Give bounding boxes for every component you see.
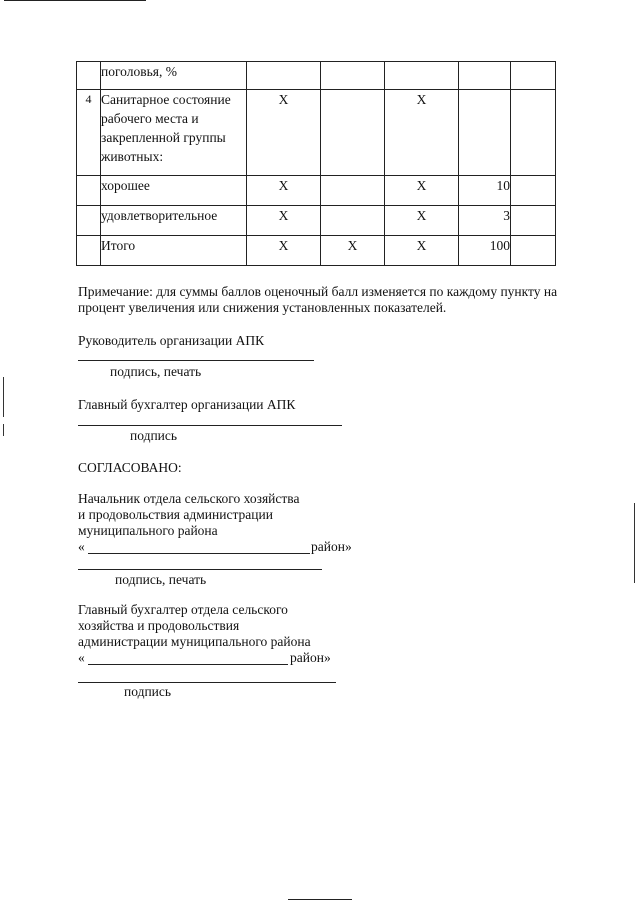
mark-cell: Х (385, 236, 459, 266)
row-number-cell (77, 62, 101, 90)
indicator-name-line: рабочего места и (101, 111, 199, 126)
points-cell (459, 62, 511, 90)
indicator-name-line: поголовья, % (101, 64, 177, 79)
table-row (77, 236, 556, 266)
mark-cell: Х (321, 236, 385, 266)
agri-head-caption: подпись, печать (115, 572, 207, 587)
agri-accountant-district-close: район» (290, 650, 331, 665)
table-row (77, 62, 556, 90)
mark-cell (321, 176, 385, 206)
bottom-edge-line (288, 899, 352, 900)
indicator-name-cell (101, 62, 247, 90)
agri-head-district-blank[interactable] (88, 553, 310, 554)
agri-accountant-signature-line[interactable] (78, 682, 336, 683)
agri-head-district-close: район» (311, 539, 352, 554)
agri-head-line-2: и продовольствия администрации (78, 507, 273, 522)
head-org-title: Руководитель организации АПК (78, 333, 265, 348)
table-row (77, 90, 556, 176)
agri-head-line-1: Начальник отдела сельского хозяйства (78, 491, 300, 506)
row-number-cell: 4 (77, 90, 101, 176)
row-number-cell (77, 176, 101, 206)
mark-cell (321, 90, 385, 176)
agri-accountant-district-open: « (78, 650, 85, 665)
mark-cell (511, 206, 556, 236)
points-cell: 3 (459, 206, 511, 236)
mark-cell (511, 62, 556, 90)
agri-accountant-caption: подпись (124, 684, 172, 699)
mark-cell (321, 62, 385, 90)
mark-cell: Х (247, 236, 321, 266)
chief-accountant-org-title: Главный бухгалтер организации АПК (78, 397, 296, 412)
agri-accountant-line-1: Главный бухгалтер отдела сельского (78, 602, 288, 617)
note-line-2: процент увеличения или снижения установленных показателей. (78, 300, 447, 315)
chief-accountant-org-caption: подпись (130, 428, 178, 443)
indicator-name-line: хорошее (101, 178, 150, 193)
head-org-caption: подпись, печать (110, 364, 202, 379)
mark-cell (247, 62, 321, 90)
mark-cell: Х (385, 206, 459, 236)
mark-cell: Х (247, 90, 321, 176)
indicator-name-cell (101, 90, 247, 176)
chief-accountant-org-signature-line[interactable] (78, 425, 342, 426)
indicator-name-line: Итого (101, 238, 136, 253)
agri-head-signature-line[interactable] (78, 569, 322, 570)
indicator-name-cell (101, 206, 247, 236)
indicator-name-line: закрепленной группы (101, 130, 226, 145)
points-cell: 10 (459, 176, 511, 206)
mark-cell (385, 62, 459, 90)
top-edge-line (4, 0, 146, 1)
row-number-cell (77, 206, 101, 236)
evaluation-table (76, 61, 556, 266)
agri-accountant-line-2: хозяйства и продовольствия (78, 618, 240, 633)
indicator-name-line: Санитарное состояние (101, 92, 231, 107)
scan-mark-left-2 (3, 424, 4, 436)
approved-heading: СОГЛАСОВАНО: (78, 460, 182, 475)
mark-cell: Х (385, 90, 459, 176)
scan-mark-left-1 (3, 377, 4, 417)
agri-accountant-line-3: администрации муниципального района (78, 634, 311, 649)
indicator-name-cell (101, 236, 247, 266)
head-org-signature-line[interactable] (78, 360, 314, 361)
mark-cell (511, 236, 556, 266)
mark-cell (321, 206, 385, 236)
table-row (77, 176, 556, 206)
table-row (77, 206, 556, 236)
mark-cell: Х (247, 206, 321, 236)
agri-head-district-open: « (78, 539, 85, 554)
points-cell: 100 (459, 236, 511, 266)
row-number-cell (77, 236, 101, 266)
table-body (77, 62, 556, 266)
agri-accountant-district-blank[interactable] (88, 664, 288, 665)
note-line-1: Примечание: для суммы баллов оценочный балл изменяется по каждому пункту на (78, 284, 558, 299)
agri-head-line-3: муниципального района (78, 523, 218, 538)
mark-cell (511, 176, 556, 206)
indicator-name-cell (101, 176, 247, 206)
indicator-name-line: животных: (101, 149, 164, 164)
mark-cell: Х (247, 176, 321, 206)
mark-cell (511, 90, 556, 176)
points-cell (459, 90, 511, 176)
indicator-name-line: удовлетворительное (101, 208, 218, 223)
mark-cell: Х (385, 176, 459, 206)
scan-mark-right (634, 503, 635, 583)
